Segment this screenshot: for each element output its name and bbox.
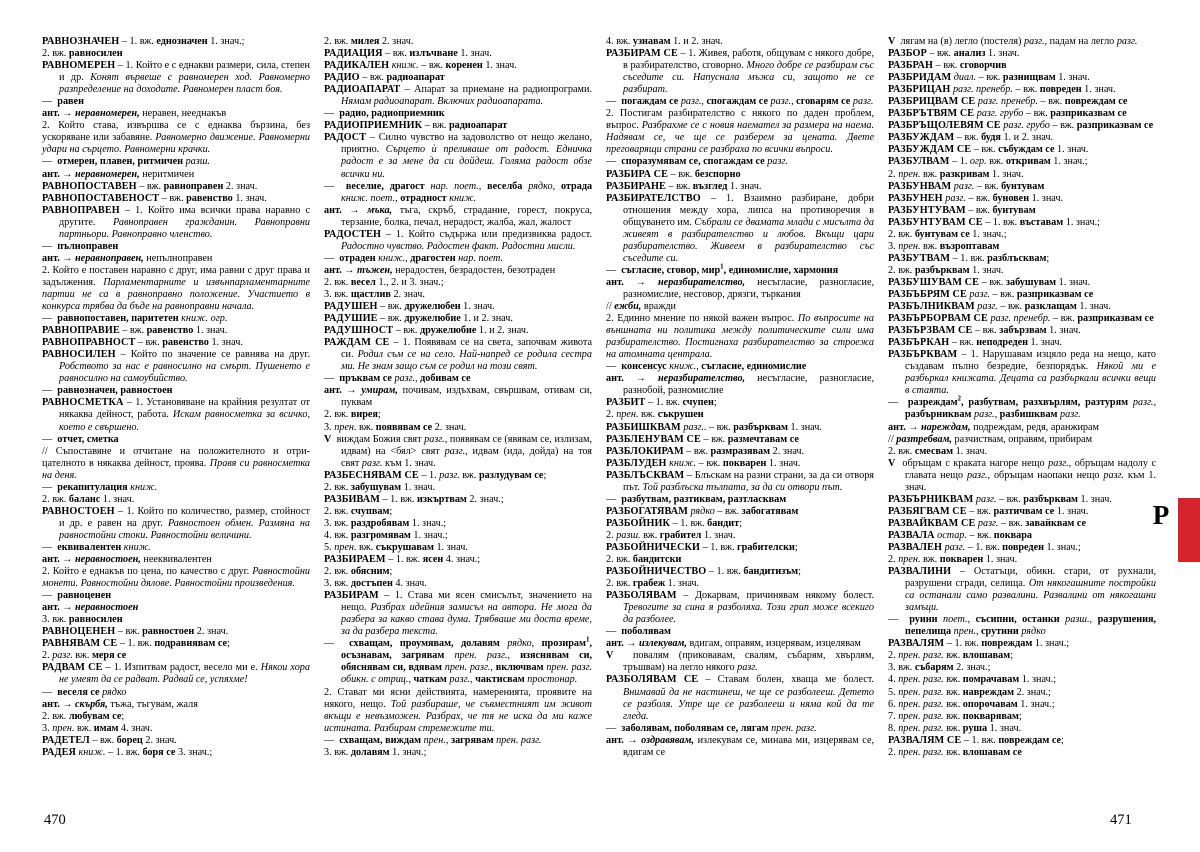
dictionary-entry-headword: РАЗБУНЕН разг. – вж. буновен 1. знач.: [888, 192, 1064, 204]
synonym-line: — консенсус книж., съгласие, единомислие: [606, 361, 807, 373]
synonym-line: — схващам, виждам прен., загрявам прен. разг.: [324, 734, 542, 746]
sense-line: 8. прен. разг. вж. руша 1. знач.: [888, 722, 1022, 734]
dictionary-entry-headword: РАДИО – вж. радиоапарат: [324, 72, 445, 84]
antonym-line: ант. → неразбирателство, несъгласие, разногласие, разнобой, разномислие: [606, 373, 875, 397]
dictionary-entry-headword: РАЗБУНВАМ разг. – вж. бунтувам: [888, 180, 1045, 192]
dictionary-entry-headword: РАЗВАЛИНИ – Остатъци, обикн. стари, от рухнали, разрушени сгради, селища. От някогашните постройки са останали само развалини. Развалини от някогашни замъци.: [888, 566, 1157, 614]
dictionary-entry-headword: РАЗБИВАМ – 1. вж. изкъртвам 2. знач.;: [324, 493, 504, 505]
dictionary-entry-headword: РАЗБИШКВАМ разг.. – вж. разбърквам 1. знач.: [606, 421, 822, 433]
phrase-line: V обръщам с краката нагоре нещо разг., обръщам надолу с главата нещо разг., обръщам наопаки нещо разг. към 1. знач.: [888, 457, 1157, 493]
synonym-line: — веселие, драгост нар. поет., веселба рядко, отрада книж. поет., отрадност книж.: [324, 180, 593, 204]
synonym-line: — отмерен, плавен, ритмичен разш.: [42, 156, 210, 168]
dictionary-entry-headword: РАЗБРЪЩОЛЕВЯМ СЕ разг. грубо – вж. разприказвам се: [888, 120, 1154, 132]
dictionary-entry-headword: РАВНОЦЕНЕН – вж. равностоен 2. знач.: [42, 626, 229, 638]
dictionary-entry-headword: РАЗБРЪТВЯМ СЕ разг. грубо – вж. разприказвам се: [888, 108, 1127, 120]
sense-line: 2. прен. вж. разкривам 1. знач.: [888, 168, 1024, 180]
dictionary-entry-headword: РАЗБУЛВАМ – 1. огр. вж. откривам 1. знач.;: [888, 156, 1088, 168]
dictionary-entry-headword: РАВНОСМЕТКА – 1. Установяване на крайния резултат от някаква дейност, работа. Искам равносметка за всичко, което е свършено.: [42, 397, 310, 433]
sense-line: 2. вж. грабеж 1. знач.: [606, 578, 700, 590]
dictionary-entry-headword: РАДУШИЕ – вж. дружелюбие 1. и 2. знач.: [324, 313, 513, 325]
synonym-line: — равнозначен, равностоен: [42, 385, 173, 397]
dictionary-entry-headword: РАЗБЪБРЯМ СЕ разг. – вж. разприказвам се: [888, 288, 1094, 300]
sense-line: 2. вж. милея 2. знач.: [324, 36, 414, 47]
dictionary-entry-headword: РАЗБЛОКИРАМ – вж. размразявам 2. знач.: [606, 445, 805, 457]
sense-line: 2. вж. забушувам 1. знач.: [324, 481, 436, 493]
dictionary-entry-headword: РАЗБЛУДЕН книж. – вж. покварен 1. знач.: [606, 457, 801, 469]
sense-line: 4. прен. разг. вж. помрачавам 1. знач.;: [888, 674, 1057, 686]
sense-line: 2. вж. бандитски: [606, 554, 682, 566]
dictionary-entry-headword: РАВНОПОСТАВЕНОСТ – вж. равенство 1. знач.: [42, 192, 267, 204]
sense-line: 3. прен. вж. имам 4. знач.: [42, 722, 153, 734]
dictionary-entry-headword: РАЗБИРАЕМ – 1. вж. ясен 4. знач.;: [324, 554, 481, 566]
sense-line: 2. прен. разг. вж. влошавам;: [888, 650, 1014, 662]
sense-line: 2. Стават ми ясни действията, намеренията, проявите на някого, нещо. Той разбираше, че съвместният им живот вкъщи е невъзможен. Разбрах, че тя не иска да ми каже истината. Разбирам стремежите ти.: [324, 686, 592, 734]
antonym-line: ант. → неравноправен, непълноправен: [42, 252, 213, 264]
dictionary-entry-headword: РАДЕЯ книж. – 1. вж. боря се 3. знач.;: [42, 746, 213, 758]
thumb-index-letter: P: [1152, 500, 1170, 530]
sense-line: 4. вж. узнавам 1. и 2. знач.: [606, 36, 723, 47]
dictionary-entry-headword: РАЗБЕСНЯВАМ СЕ – 1. разг. вж. разлудувам се;: [324, 469, 547, 481]
page-number-left: 470: [44, 812, 66, 828]
sense-line: 3. прен. вж. появявам се 2. знач.: [324, 421, 467, 433]
dictionary-entry-headword: РАЗБУНТУВАМ – вж. бунтувам: [888, 204, 1036, 216]
sense-line: 2. вж. обясним;: [324, 566, 393, 578]
dictionary-entry-headword: РАДОСТЕН – 1. Който съдържа или предизвиква радост. Радостно чувство. Радостен факт. Радостни мисли.: [324, 228, 592, 252]
dictionary-entry-headword: РАЗБУНТУВАМ СЕ – 1. вж. въставам 1. знач.;: [888, 216, 1100, 228]
synonym-line: — схващам, проумявам, долавям рядко, прозирам$^1$, осъзнавам, загрявам прен. разг., изяснявам си, обяснявам си, вдявам прен. разг., включвам прен. разг. обикн. с отриц., чаткам разг., чактисвам простонар.: [324, 635, 593, 686]
antonym-line: ант. → неравностоен, нееквивалентен: [42, 554, 212, 566]
dictionary-entry-headword: РАДОСТ – Силно чувство на задоволство от нещо желано, приятно. Сърцето ѝ преливаше от радост. Едничка радост е за мене да си дойдеш. Голяма радост обзе всички ни.: [324, 132, 593, 180]
synonym-line: — веселя се рядко: [42, 686, 127, 698]
text-column-3: [606, 36, 874, 806]
antonym-line: ант. → оздравявам, излекувам се, минава ми, изцерявам се, вдигам се: [606, 734, 875, 758]
dictionary-entry-headword: РАДУШНОСТ – вж. дружелюбие 1. и 2. знач.: [324, 325, 529, 337]
dictionary-entry-headword: РАВНОПРАВНОСТ – вж. равенство 1. знач.: [42, 337, 243, 349]
antonym-line: ант. → неравномерен, неравен, нееднакъв: [42, 108, 227, 120]
dictionary-entry-headword: РАЗВАЛЯМ – 1. вж. повреждам 1. знач.;: [888, 638, 1070, 650]
synonym-line: — разреждам$^2$, разбутвам, разхвърлям, разтурям разг., разбърниквам разг., разбишквам разг.: [888, 395, 1157, 421]
dictionary-entry-headword: РАВНОПРАВЕН – 1. Който има всички права наравно с другите. Равноправен гражданин. Равноправни партньори. Равноправно членство.: [42, 204, 311, 240]
dictionary-entry-headword: РАЗБОЙНИЧЕСТВО – 1. вж. бандитизъм;: [606, 566, 801, 578]
phrase-line: V повалям (приковавам, свалям, събарям, хвърлям, тръшвам) на легло някого разг.: [606, 650, 874, 674]
dictionary-entry-headword: РАЗБРАН – вж. сговорчив: [888, 60, 1007, 72]
dictionary-entry-headword: РАЗБУЖДАМ – вж. будя 1. и 2. знач.: [888, 132, 1054, 144]
dictionary-entry-headword: РАЗБОЛЯВАМ – Докарвам, причинявам някому болест. Тревогите за сина я разболяха. Този грип може всекиго да разболее.: [606, 590, 874, 626]
page-columns: [42, 36, 1162, 806]
dictionary-entry-headword: РАДУШЕН – вж. дружелюбен 1. знач.: [324, 301, 495, 313]
dictionary-entry-headword: РАЗБРИДАМ диал. – вж. разнищвам 1. знач.: [888, 72, 1090, 84]
synonym-line: — заболявам, поболявам се, лягам прен. разг.: [606, 722, 817, 734]
antonym-line: ант. → мъка, тъга, скръб, страдание, горест, покруса, терзание, болка, печал, нерадост, жалба, жал, жалост: [324, 204, 593, 228]
sense-line: 2. Който е поставен наравно с друг, има равни с друг права и задължения. Парламентарните и извънпарламентарните партии не са в равноправно положение. Участието в конкурса трябва да бъде на равноправни начала.: [42, 264, 310, 313]
antonym-line: ант. → нареждам, подреждам, редя, аранжирам: [888, 421, 1099, 433]
dictionary-entry-headword: РАЗБУТВАМ – 1. вж. разблъсквам;: [888, 252, 1050, 264]
sense-line: 5. прен. разг. вж. навреждам 2. знач.;: [888, 686, 1051, 698]
synonym-line: — еквивалентен книж.: [42, 541, 151, 553]
dictionary-entry-headword: РАЗБИТ – 1. вж. счупен;: [606, 397, 717, 409]
dictionary-entry-headword: РАЗБРИЦАН разг. пренебр. – вж. повреден 1. знач.: [888, 84, 1116, 96]
synonym-line: — руини поет., съсипни, останки разш., разрушения, пепелища прен., срутини рядко: [888, 614, 1157, 638]
dictionary-entry-headword: РАЗБРИЦВАМ СЕ разг. пренебр. – вж. повреждам се: [888, 96, 1128, 108]
sense-line: 2. прен. вж. покварен 1. знач.: [888, 554, 1018, 566]
dictionary-entry-headword: РАДЕТЕЛ – вж. борец 2. знач.: [42, 734, 177, 746]
synonym-line: — рекапитулация книж.: [42, 481, 158, 493]
synonym-line: — отраден книж., драгостен нар. поет.: [324, 252, 504, 264]
dictionary-entry-headword: РАЖДАМ СЕ – 1. Появявам се на света, започвам живота си. Родил съм се на село. Най-напред се родила сестра ми. Не знам защо съм се родил на този свят.: [324, 337, 592, 373]
sense-line: 2. Единно мнение по някой важен въпрос. По въпросите на външната ни политика между политическите сили има разбирателство. Постигнаха разбирателство за строежа на атомната централа.: [606, 313, 874, 361]
synonym-line: — равен: [42, 96, 84, 108]
dictionary-entry-headword: РАЗВАЛЯМ СЕ – 1. вж. повреждам се;: [888, 734, 1064, 746]
dictionary-entry-headword: РАДИОПРИЕМНИК – вж. радиоапарат: [324, 120, 508, 132]
dictionary-entry-headword: РАДИАЦИЯ – вж. излъчване 1. знач.: [324, 48, 492, 60]
antonym-line: ант. → неравностоен: [42, 602, 139, 614]
sense-line: 5. прен. вж. съкрушавам 1. знач.: [324, 541, 468, 553]
dictionary-entry-headword: РАВНЯВАМ СЕ – 1. вж. подравнявам се;: [42, 638, 230, 650]
synonym-line: — разбутвам, разтиквам, разтласквам: [606, 493, 787, 505]
dictionary-entry-headword: РАЗБЪРКВАМ – 1. Нарушавам изцяло реда на нещо, като създавам пълно безредие, безпорядък. Някой ми е разбъркал книжата. Децата са разбъркали всички вещи в стаята.: [888, 349, 1156, 397]
text-column-1: [42, 36, 310, 806]
synonym-line: — погаждам се разг., спогаждам се разг., сговарям се разг.: [606, 96, 874, 108]
sense-line: 3. вж. равносилен: [42, 614, 123, 626]
antonym-line: ант. → неразбирателство, несъгласие, разногласие, разномислие, несговор, дрязги, търкания: [606, 276, 875, 300]
dictionary-entry-headword: РАЗБЪРЗВАМ СЕ – вж. забързвам 1. знач.: [888, 325, 1081, 337]
dictionary-entry-headword: РАЗБЯГВАМ СЕ – вж. разтичвам се 1. знач.: [888, 505, 1089, 517]
sense-line: 2. прен. разг. вж. влошавам се: [888, 746, 1022, 758]
synonym-line: — поболявам: [606, 626, 671, 638]
dictionary-entry-headword: РАВНОСИЛЕН – Който по значение се равнява на друг. Робството за нас е равносилно на смърт. Пушенето е равносилно на самоубийство.: [42, 349, 310, 385]
dictionary-entry-headword: РАЗБЛЪСКВАМ – Блъскам на разни страни, за да си отворя път. Той разблъска тълпата, за да си отвори път.: [606, 469, 874, 493]
dictionary-entry-headword: РАВНОЗНАЧЕН – 1. вж. еднозначен 1. знач.;: [42, 36, 245, 47]
sense-line: 2. вж. баланс 1. знач.: [42, 493, 135, 505]
dictionary-entry-headword: РАЗБИРА СЕ – вж. безспорно: [606, 168, 741, 180]
dictionary-entry-headword: РАДВАМ СЕ – 1. Изпитвам радост, весело ми е. Някои хора не умеят да се радват. Радвай се, успяхме!: [42, 662, 310, 686]
synonym-line: — отчет, сметка: [42, 433, 119, 445]
sense-line: 3. вж. събарям 2. знач.;: [888, 662, 991, 674]
sense-line: 2. вж. разбърквам 1. знач.: [888, 264, 1004, 276]
dictionary-entry-headword: РАЗБИРАТЕЛСТВО – 1. Взаимно разбиране, добри отношения между хора, липса на противоречия в общуването им. Събрали се двамата млади с мисълта да живеят в разбирателство и любов. Вкъщи цари разбирателство. Живеем в разбирателство със съседите си.: [606, 192, 875, 264]
dictionary-entry-headword: РАЗБУЖДАМ СЕ – вж. събуждам се 1. знач.: [888, 144, 1089, 156]
sense-line: 2. Който става, извършва се с еднаква бързина, без ускоряване или забавяне. Равномерно движение. Равномерни удари на сърцето. Равномерни крачки.: [42, 120, 311, 156]
antonym-line: ант. → тъжен, нерадостен, безрадостен, безотраден: [324, 264, 556, 276]
dictionary-entry-headword: РАЗВАЙКВАМ СЕ разг. – вж. завайквам се: [888, 517, 1087, 529]
synonym-line: — равнопоставен, паритетен книж. огр.: [42, 313, 228, 325]
text-column-4: [888, 36, 1156, 806]
antonym-line: ант. → скърбя, тъжа, тъгувам, жаля: [42, 698, 198, 710]
thumb-index-tab: [1178, 498, 1200, 562]
sense-line: 2. вж. равносилен: [42, 48, 123, 60]
synonym-line: — пръквам се разг., добивам се: [324, 373, 471, 385]
antonym-line: ант. → неравномерен, неритмичен: [42, 168, 195, 180]
dictionary-entry-headword: РАЗБОР – вж. анализ 1. знач.: [888, 48, 1020, 60]
sense-line: 2. вж. весел 1., 2. и 3. знач.;: [324, 276, 444, 288]
sense-line: 2. разш. вж. грабител 1. знач.: [606, 529, 736, 541]
synonym-line: — равноценен: [42, 590, 112, 602]
phrase-line: V лягам на (в) легло (постеля) разг., падам на легло разг.: [888, 36, 1138, 47]
sense-line: 3. вж. раздробявам 1. знач.;: [324, 517, 447, 529]
synonym-line: — споразумявам се, спогаждам се разг.: [606, 156, 788, 168]
dictionary-entry-headword: РАВНОМЕРЕН – 1. Който е с еднакви размери, сила, степен и др. Конят вървеше с равномерен ход. Равномерно разпределение на доходите. Равномерен пласт боя.: [42, 60, 310, 96]
sense-line: // Съпоставяне и отчитане на положителното и отрицателното в някаква дейност, проява. Правя си равносметка на деня.: [42, 445, 310, 481]
dictionary-entry-headword: РАЗБОГАТЯВАМ рядко – вж. забогатявам: [606, 505, 799, 517]
dictionary-entry-headword: РАЗВАЛА остар. – вж. поквара: [888, 529, 1032, 541]
sense-line: 7. прен. разг. вж. покварявам;: [888, 710, 1022, 722]
sense-line: 2. вж. вирея;: [324, 409, 381, 421]
dictionary-entry-headword: РАЗБЪЛНИКВАМ разг. – вж. разклащам 1. знач.: [888, 301, 1111, 313]
dictionary-entry-headword: РАЗВАЛЕН разг. – 1. вж. повреден 1. знач.;: [888, 541, 1081, 553]
synonym-line: — радио, радиоприемник: [324, 108, 445, 120]
dictionary-entry-headword: РАЗБУШУВАМ СЕ – вж. забушувам 1. знач.: [888, 276, 1091, 288]
sense-line: 2. вж. смесвам 1. знач.: [888, 445, 988, 457]
sense-line: 3. вж. достъпен 4. знач.: [324, 578, 427, 590]
dictionary-entry-headword: РАЗБИРАМ – 1. Става ми ясен смисълът, значението на нещо. Разбрах идейния замисъл на автора. Не мога да разбера за какво става дума. Трябваше ми доста време, за да разбера текста.: [324, 590, 592, 638]
dictionary-entry-headword: РАДИКАЛЕН книж. – вж. коренен 1. знач.: [324, 60, 517, 72]
antonym-line: ант. → излекувам, вдигам, оправям, изцерявам, изцелявам: [606, 638, 861, 650]
dictionary-entry-headword: РАЗБИРАНЕ – вж. възглед 1. знач.: [606, 180, 762, 192]
dictionary-entry-headword: РАЗБОЙНИК – 1. вж. бандит;: [606, 517, 743, 529]
dictionary-entry-headword: РАВНОПРАВИЕ – вж. равенство 1. знач.: [42, 325, 228, 337]
sense-line: // разтребвам, разчиствам, оправям, прибирам: [888, 433, 1093, 445]
dictionary-entry-headword: РАЗБОЙНИЧЕСКИ – 1. вж. грабителски;: [606, 541, 798, 553]
dictionary-entry-headword: РАВНОПОСТАВЕН – вж. равноправен 2. знач.: [42, 180, 258, 192]
sense-line: 2. вж. бунтувам се 1. знач.;: [888, 228, 1007, 240]
dictionary-entry-headword: РАЗБЪРБОРВАМ СЕ разг. пренебр. – вж. разприказвам се: [888, 313, 1154, 325]
dictionary-entry-headword: РАЗБОЛЯВАМ СЕ – Ставам болен, хваща ме болест. Внимавай да не настинеш, че ще се разболееш. Детето се разболя. Утре ще се разболееш и няма кой да те гледа.: [606, 674, 874, 722]
sense-line: 2. Постигам разбирателство с някого по даден проблем, въпрос. Разбрахме се с новия наемател за размера на наема. Надявам се, че ще се разберем за цената. Двете преговарящи страни се разбраха по всички въпроси.: [606, 108, 874, 156]
sense-line: 4. вж. разгромявам 1. знач.;: [324, 529, 448, 541]
dictionary-entry-headword: РАЗБИРАМ СЕ – 1. Живея, работя, общувам с някого добре, в разбирателство, сговорно. Много добре се разбирам със съседите си. Напуснала мъжа си, защото не се разбират.: [606, 48, 874, 96]
sense-line: // ежби, вражди: [606, 301, 677, 313]
sense-line: 2. прен. вж. съкрушен: [606, 409, 704, 421]
dictionary-entry-headword: РАВНОСТОЕН – 1. Който по количество, размер, стойност и др. е равен на друг. Равностоен обмен. Размяна на равностойни стоки. Равностойни величини.: [42, 505, 311, 541]
synonym-line: — съгласие, сговор, мир$^1$, единомислие, хармония: [606, 262, 839, 276]
dictionary-entry-headword: РАДИОАПАРАТ – Апарат за приемане на радиопрограми. Нямам радиоапарат. Включих радиоапарата.: [324, 84, 592, 108]
sense-line: 3. вж. долавям 1. знач.;: [324, 746, 427, 758]
dictionary-entry-headword: РАЗБЪРКАН – вж. неподреден 1. знач.: [888, 337, 1062, 349]
antonym-line: ант. → умирам, почивам, издъхвам, свършвам, отивам си, пуквам: [324, 385, 592, 409]
sense-line: 2. Който е еднакъв по цена, по качество с друг. Равностойни монети. Равностойни дялове. Равностойни произведения.: [42, 566, 310, 590]
sense-line: 3. вж. щастлив 2. знач.: [324, 288, 425, 300]
text-column-2: [324, 36, 592, 806]
sense-line: 2. разг. вж. меря се: [42, 650, 127, 662]
phrase-line: V виждам Божия свят разг., появявам се (явявам се, излизам, идвам) на <бял> свят разг., идвам (ида, дойда) на тоя свят разг. към 1. знач.: [324, 433, 592, 469]
dictionary-entry-headword: РАЗБЛЕНУВАМ СЕ – вж. размечтавам се: [606, 433, 799, 445]
synonym-line: — пълноправен: [42, 240, 119, 252]
sense-line: 3. прен. вж. възроптавам: [888, 240, 1000, 252]
dictionary-entry-headword: РАЗБЪРНИКВАМ разг. – вж. разбърквам 1. знач.: [888, 493, 1112, 505]
page-number-right: 471: [1110, 812, 1132, 828]
sense-line: 2. вж. счупвам;: [324, 505, 393, 517]
sense-line: 2. вж. любувам се;: [42, 710, 125, 722]
sense-line: 6. прен. разг. вж. опорочавам 1. знач.;: [888, 698, 1055, 710]
